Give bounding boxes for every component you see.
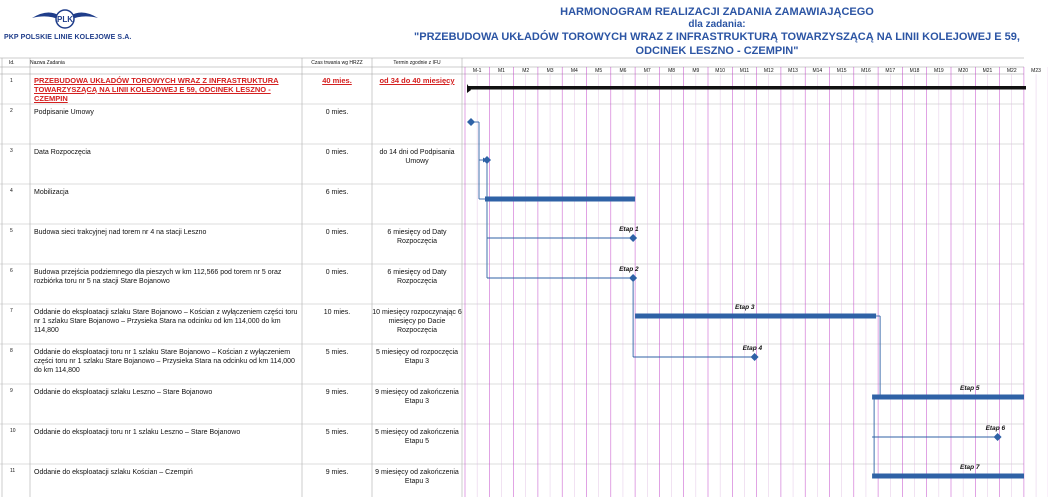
task-duration: 0 mies.	[325, 109, 349, 116]
task-term: do 14 dni od Podpisania Umowy	[379, 149, 455, 165]
month-label: M5	[595, 68, 603, 74]
bar-etap3	[635, 314, 876, 319]
task-duration: 6 mies.	[325, 189, 349, 196]
month-label: M1	[497, 68, 505, 74]
month-label: M2	[522, 68, 530, 74]
task-term: 10 miesięcy rozpoczynając 6 miesięcy po Dacie Rozpoczęcia	[372, 309, 462, 334]
month-label: M9	[692, 68, 700, 74]
month-label: M6	[619, 68, 627, 74]
task-name: Podpisanie Umowy	[34, 109, 94, 116]
table-row	[0, 144, 462, 184]
month-label: M18	[909, 68, 920, 74]
task-term: 5 miesięcy od rozpoczęcia Etapu 3	[375, 349, 459, 365]
table-row	[0, 74, 462, 104]
task-name: Mobilizacja	[34, 189, 69, 196]
title-line4: ODCINEK LESZNO - CZEMPIN"	[635, 45, 799, 57]
month-label: M3	[546, 68, 554, 74]
month-label: M23	[1031, 68, 1041, 74]
task-term: 6 miesięcy od Daty Rozpoczęcia	[387, 269, 447, 285]
month-label: M20	[958, 68, 969, 74]
task-duration: 5 mies.	[325, 429, 349, 436]
title-line1: HARMONOGRAM REALIZACJI ZADANIA ZAMAWIAJĄCEGO	[560, 6, 874, 18]
task-name: Oddanie do eksploatacji szlaku Stare Bojanowo – Kościan z wyłączeniem części toru nr 1 szlaku Stare Bojanowo – Przysieka Stara na odcinku od km 114,000 do km 114,800	[34, 309, 298, 334]
month-label: M8	[668, 68, 676, 74]
etap-label: Etap 1	[619, 226, 639, 233]
col-header-term: Termin zgodnie z IFU	[393, 60, 441, 66]
task-name: Oddanie do eksploatacji szlaku Kościan – Czempiń	[34, 469, 193, 476]
task-term: 9 miesięcy od zakończenia Etapu 3	[375, 469, 459, 485]
etap-label: Etap 7	[960, 464, 980, 471]
month-label: M13	[788, 68, 798, 74]
title-line2: dla zadania:	[688, 19, 746, 30]
month-label: M-1	[472, 68, 482, 74]
task-name: Oddanie do eksploatacji szlaku Leszno – Stare Bojanowo	[34, 389, 213, 396]
month-label: M4	[570, 68, 578, 74]
bar-etap7	[872, 474, 1024, 479]
table-row	[0, 304, 462, 344]
table-row	[0, 464, 462, 504]
table-row	[0, 184, 462, 224]
task-name: Data Rozpoczęcia	[34, 149, 91, 156]
month-label: M7	[643, 68, 651, 74]
milestone-etap4	[751, 353, 759, 361]
month-label: M11	[739, 68, 750, 74]
task-id: 10	[10, 428, 16, 434]
etap-label: Etap 3	[735, 304, 755, 311]
etap-label: Etap 4	[742, 345, 763, 352]
task-id: 4	[10, 188, 13, 194]
etap-label: Etap 5	[960, 385, 980, 392]
table-row	[0, 384, 462, 424]
task-term: 6 miesięcy od Daty Rozpoczęcia	[387, 229, 447, 245]
month-label: M10	[715, 68, 726, 74]
table-row	[0, 224, 462, 264]
bar-etap5	[872, 395, 1024, 400]
task-name: Oddanie do eksploatacji toru nr 1 szlaku Leszno – Stare Bojanowo	[34, 429, 241, 436]
task-term: 9 miesięcy od zakończenia Etapu 3	[375, 389, 459, 405]
col-header-id: Id.	[9, 60, 15, 66]
task-duration: 10 mies.	[323, 309, 351, 316]
table-row	[0, 264, 462, 304]
bar-mobilizacja	[485, 197, 635, 202]
task-name: Budowa przejścia podziemnego dla pieszych w km 112,566 pod torem nr 5 oraz rozbiórka toru nr 5 na stacji Stare Bojanowo	[34, 269, 282, 285]
task-name: Oddanie do eksploatacji toru nr 1 szlaku Stare Bojanowo – Kościan z wyłączeniem części toru nr 1 szlaku Stare Bojanowo – Przysieka Stara na odcinku od km 114,000 do km 114,800	[34, 349, 295, 374]
task-id: 5	[10, 228, 13, 234]
month-label: M17	[885, 68, 896, 74]
task-duration: 40 mies.	[322, 76, 352, 85]
task-duration: 9 mies.	[325, 469, 349, 476]
summary-bar	[467, 86, 1026, 90]
task-name: Budowa sieci trakcyjnej nad torem nr 4 na stacji Leszno	[34, 229, 207, 236]
company-name: PKP POLSKIE LINIE KOLEJOWE S.A.	[4, 34, 132, 41]
title-line3: "PRZEBUDOWA UKŁADÓW TOROWYCH WRAZ Z INFRASTRUKTURĄ TOWARZYSZĄCĄ NA LINII KOLEJOWEJ E 59,	[414, 31, 1020, 43]
table-row	[0, 104, 462, 144]
milestone-etap1	[629, 234, 637, 242]
task-id: 7	[10, 308, 13, 314]
task-duration: 0 mies.	[325, 269, 349, 276]
month-label: M21	[982, 68, 993, 74]
table-row	[0, 344, 462, 384]
task-id: 8	[10, 348, 13, 354]
task-id: 6	[10, 268, 13, 274]
task-duration: 0 mies.	[325, 229, 349, 236]
month-label: M16	[861, 68, 871, 74]
month-label: M22	[1006, 68, 1017, 74]
col-header-name: Nazwa Zadania	[30, 60, 65, 66]
month-label: M15	[836, 68, 847, 74]
month-label: M14	[812, 68, 823, 74]
task-id: 9	[10, 388, 13, 394]
task-id: 3	[10, 148, 13, 154]
task-name: PRZEBUDOWA UKŁADÓW TOROWYCH WRAZ Z INFRASTRUKTURA TOWARZYSZĄCĄ NA LINII KOLEJOWEJ E 59, ODCINEK LESZNO - CZEMPIN	[34, 76, 279, 103]
col-header-duration: Czas trwania wg HRZZ	[311, 60, 363, 66]
milestone-etap6	[994, 433, 1002, 441]
task-id: 11	[10, 468, 16, 474]
task-duration: 9 mies.	[325, 389, 349, 396]
task-id: 2	[10, 108, 13, 114]
task-term: od 34 do 40 miesięcy	[379, 76, 455, 85]
svg-text:PLK: PLK	[57, 15, 73, 24]
table-row	[0, 424, 462, 464]
month-label: M12	[763, 68, 774, 74]
etap-label: Etap 2	[619, 266, 639, 273]
task-duration: 0 mies.	[325, 149, 349, 156]
task-id: 1	[10, 78, 13, 84]
etap-label: Etap 6	[985, 425, 1006, 432]
task-duration: 5 mies.	[325, 349, 349, 356]
month-label: M19	[933, 68, 944, 74]
task-term: 5 miesięcy od zakończenia Etapu 5	[375, 429, 459, 445]
